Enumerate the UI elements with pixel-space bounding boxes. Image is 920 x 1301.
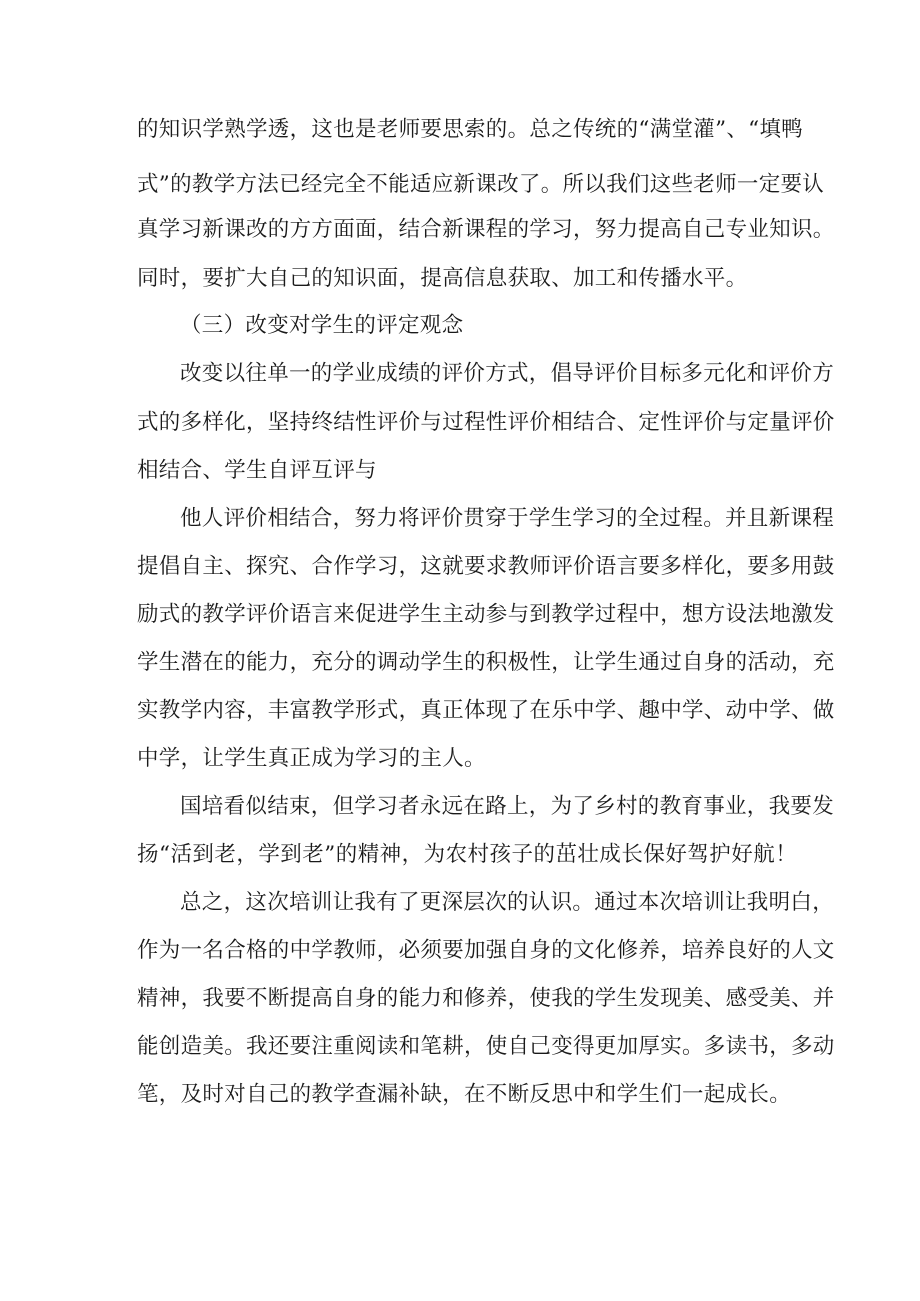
text-line: 提倡自主、探究、合作学习，这就要求教师评价语言要多样化，要多用鼓 bbox=[137, 554, 835, 579]
text-line: 他人评价相结合，努力将评价贯穿于学生学习的全过程。并且新课程 bbox=[180, 506, 835, 531]
text-line: 笔，及时对自己的教学查漏补缺，在不断反思中和学生们一起成长。 bbox=[137, 1082, 792, 1107]
text-line: 式”的教学方法已经完全不能适应新课改了。所以我们这些老师一定要认 bbox=[137, 172, 825, 197]
text-line: 的知识学熟学透，这也是老师要思索的。总之传统的“满堂灌”、“填鸭 bbox=[137, 117, 804, 142]
text-line: 学生潜在的能力，充分的调动学生的积极性，让学生通过自身的活动，充 bbox=[137, 650, 835, 675]
text-line: 相结合、学生自评互评与 bbox=[137, 458, 377, 483]
text-line: 能创造美。我还要注重阅读和笔耕，使自己变得更加厚实。多读书，多动 bbox=[137, 1034, 835, 1059]
text-line: 国培看似结束，但学习者永远在路上，为了乡村的教育事业，我要发 bbox=[180, 794, 835, 819]
text-line: 励式的教学评价语言来促进学生主动参与到教学过程中，想方设法地激发 bbox=[137, 602, 835, 627]
section-heading: （三）改变对学生的评定观念 bbox=[180, 313, 464, 338]
text-line: 精神，我要不断提高自身的能力和修养，使我的学生发现美、感受美、并 bbox=[137, 986, 835, 1011]
text-line: 式的多样化，坚持终结性评价与过程性评价相结合、定性评价与定量评价 bbox=[137, 410, 835, 435]
text-line: 中学，让学生真正成为学习的主人。 bbox=[137, 746, 486, 771]
text-line: 同时，要扩大自己的知识面，提高信息获取、加工和传播水平。 bbox=[137, 266, 748, 291]
text-line: 改变以往单一的学业成绩的评价方式，倡导评价目标多元化和评价方 bbox=[180, 361, 835, 386]
text-line: 实教学内容，丰富教学形式，真正体现了在乐中学、趣中学、动中学、做 bbox=[137, 698, 835, 723]
text-line: 总之，这次培训让我有了更深层次的认识。通过本次培训让我明白， bbox=[180, 890, 835, 915]
text-line: 真学习新课改的方方面面，结合新课程的学习，努力提高自己专业知识。 bbox=[137, 217, 835, 242]
text-line: 作为一名合格的中学教师，必须要加强自身的文化修养，培养良好的人文 bbox=[137, 938, 835, 963]
text-line: 扬“活到老，学到老”的精神，为农村孩子的茁壮成长保好驾护好航！ bbox=[137, 842, 797, 867]
